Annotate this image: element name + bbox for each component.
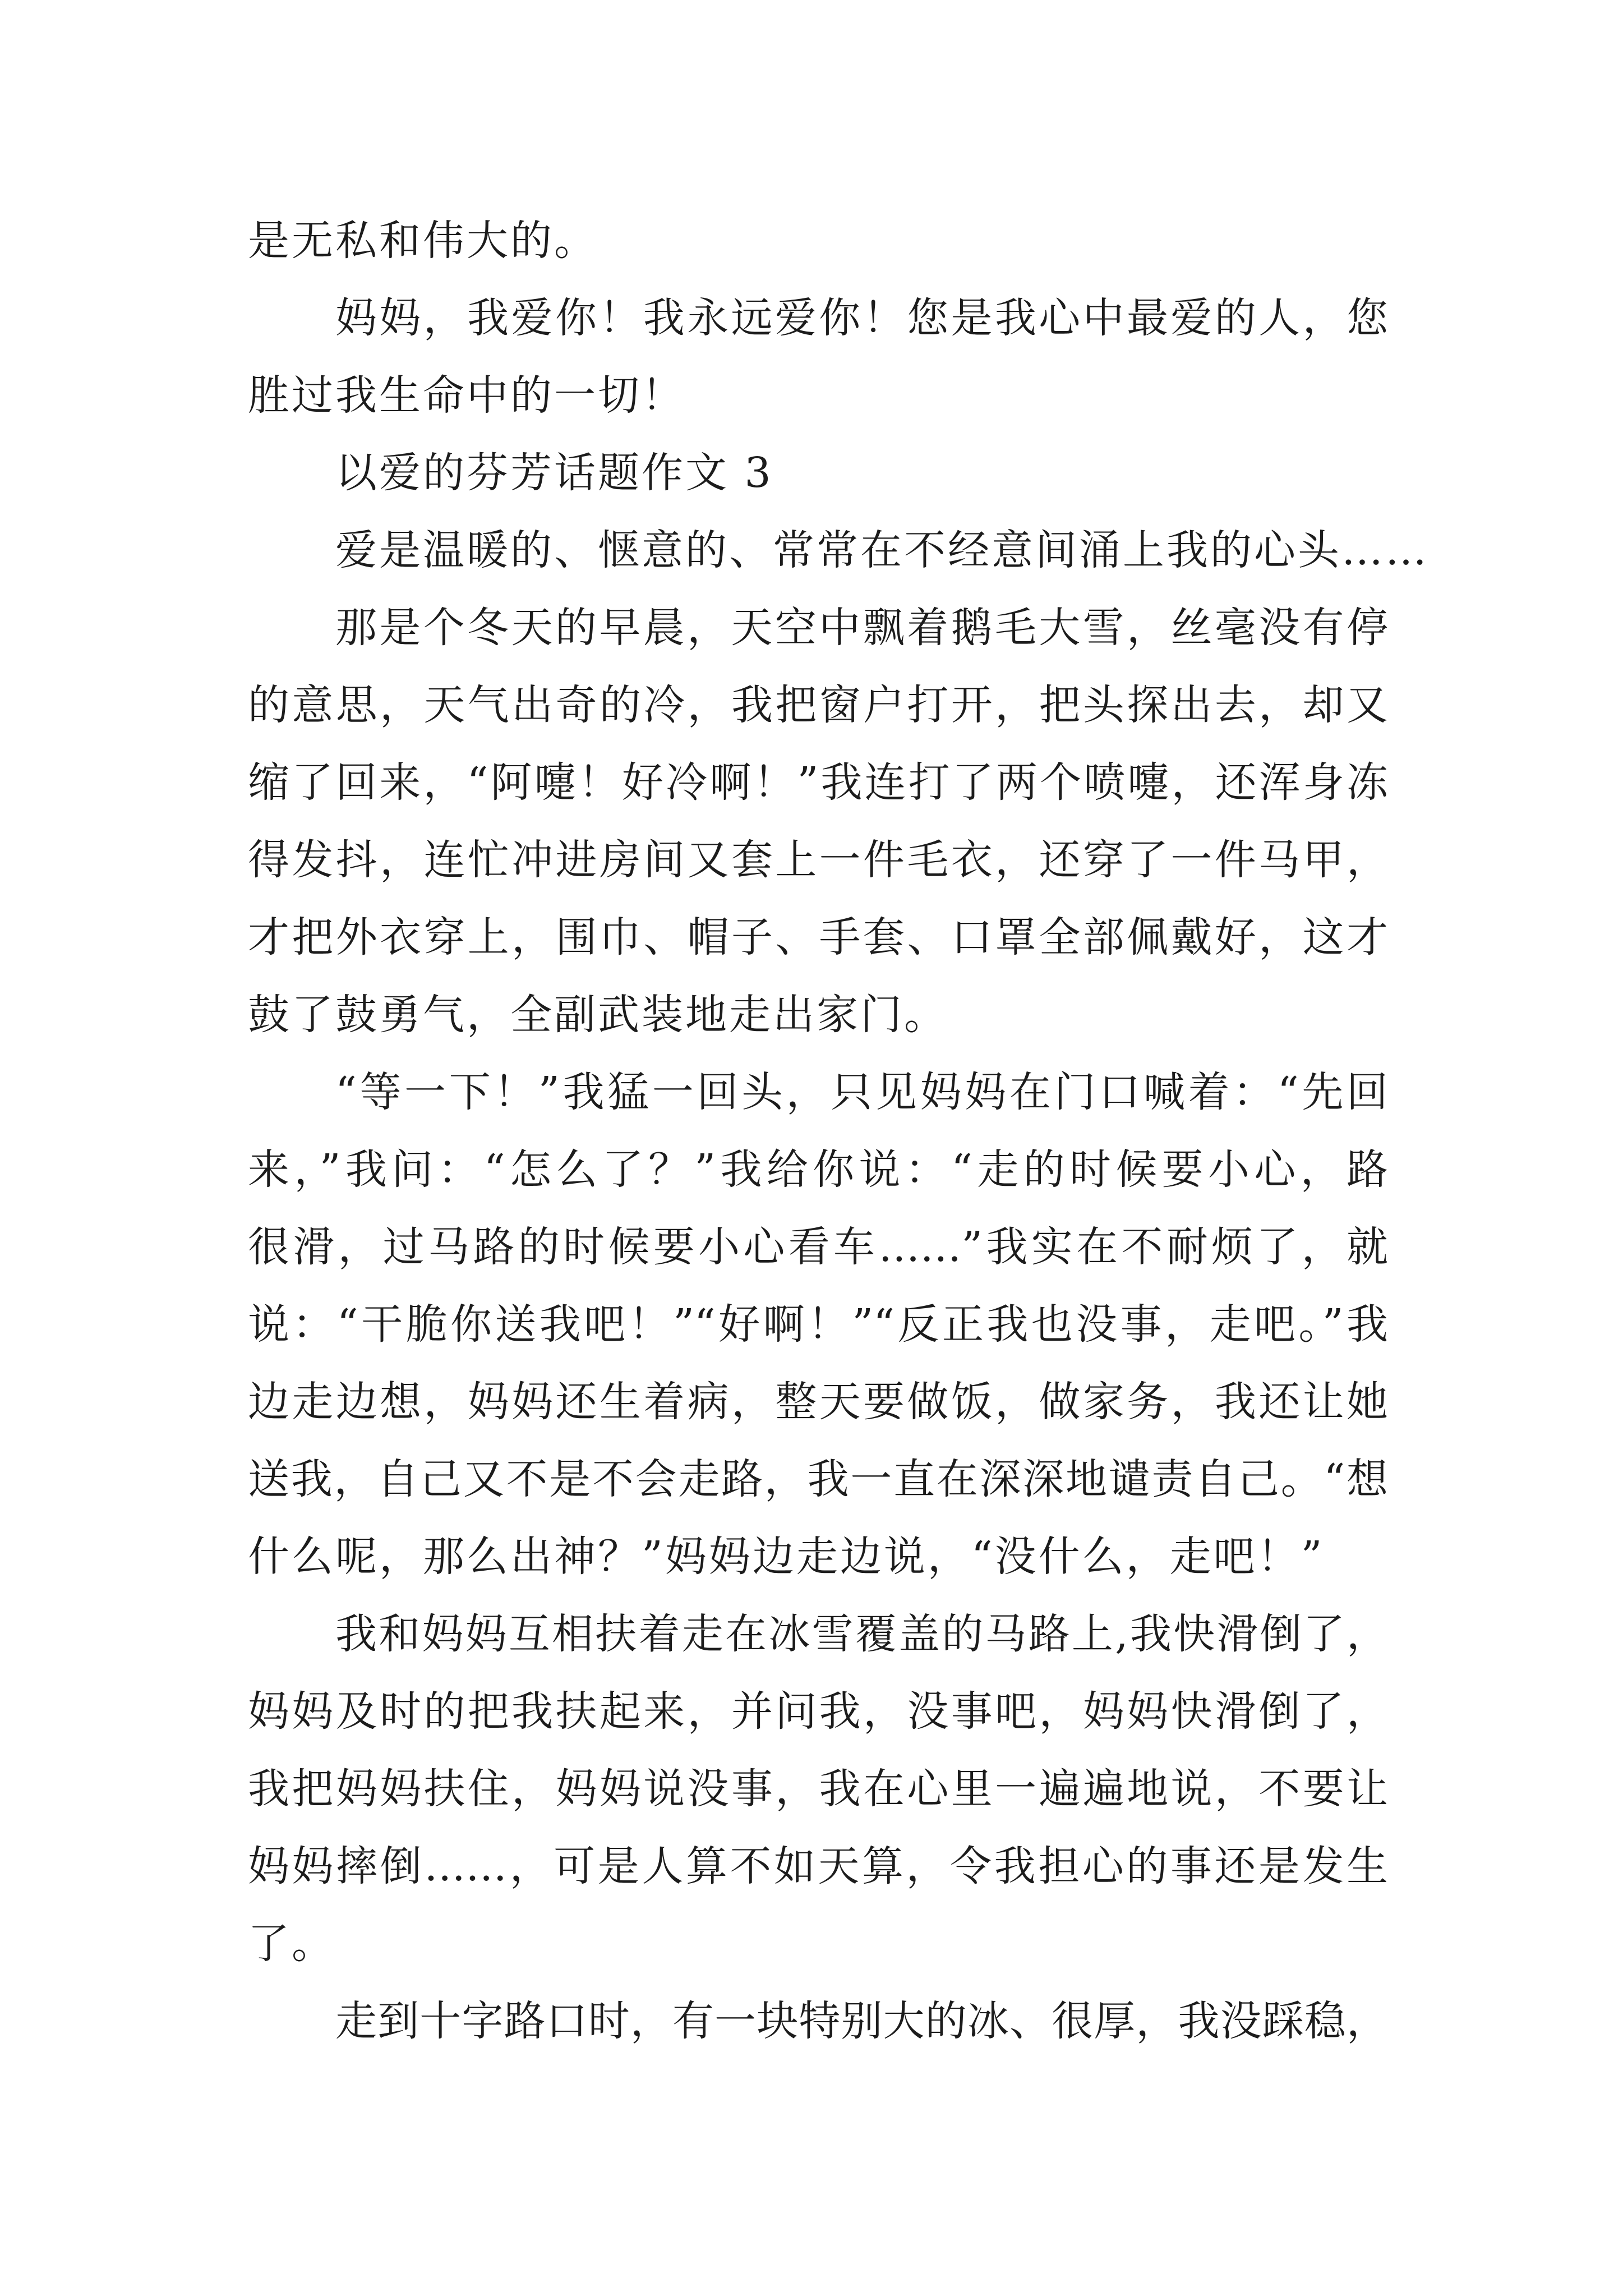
text-line: 边走边想，妈妈还生着病，整天要做饭，做家务，我还让她 — [248, 1378, 1388, 1426]
text-line: “等一下！”我猛一回头，只见妈妈在门口喊着：“先回 — [335, 1068, 1388, 1116]
paragraph — [248, 279, 1388, 434]
text-line: 我把妈妈扶住，妈妈说没事，我在心里一遍遍地说，不要让 — [248, 1765, 1388, 1813]
text-line: 得发抖，连忙冲进房间又套上一件毛衣，还穿了一件马甲， — [248, 836, 1388, 884]
text-line: 那是个冬天的早晨，天空中飘着鹅毛大雪，丝毫没有停 — [335, 604, 1388, 652]
text-line: 说：“干脆你送我吧！”“好啊！”“反正我也没事，走吧。”我 — [248, 1300, 1388, 1349]
paragraph — [248, 202, 1388, 279]
text-line: 了。 — [248, 1920, 335, 1968]
paragraph — [248, 512, 1429, 589]
document-body — [248, 202, 1429, 2060]
section-title — [248, 434, 1388, 512]
text-line: 爱是温暖的、惬意的、常常在不经意间涌上我的心头…… — [335, 526, 1429, 574]
text-line: 才把外衣穿上，围巾、帽子、手套、口罩全部佩戴好，这才 — [248, 913, 1388, 961]
paragraph — [248, 1053, 1388, 1595]
text-line: 来，”我问：“怎么了？”我给你说：“走的时候要小心，路 — [248, 1145, 1388, 1194]
text-line: 胜过我生命中的一切！ — [248, 371, 685, 420]
text-line: 是无私和伟大的。 — [248, 217, 598, 265]
text-line: 妈妈，我爱你！我永远爱你！您是我心中最爱的人，您 — [335, 294, 1388, 342]
paragraph — [248, 1982, 1388, 2060]
paragraph — [248, 1595, 1388, 1982]
text-line: 缩了回来，“阿嚏！好冷啊！”我连打了两个喷嚏，还浑身冻 — [248, 758, 1388, 807]
text-line: 的意思，天气出奇的冷，我把窗户打开，把头探出去，却又 — [248, 681, 1388, 729]
paragraph — [248, 589, 1388, 1053]
text-line: 鼓了鼓勇气，全副武装地走出家门。 — [248, 991, 948, 1039]
text-line: 什么呢，那么出神？”妈妈边走边说，“没什么，走吧！” — [248, 1533, 1325, 1581]
text-line: 妈妈及时的把我扶起来，并问我，没事吧，妈妈快滑倒了， — [248, 1687, 1388, 1736]
text-line: 我和妈妈互相扶着走在冰雪覆盖的马路上,我快滑倒了， — [335, 1610, 1388, 1658]
text-line: 走到十字路口时，有一块特别大的冰、很厚，我没踩稳， — [335, 1997, 1388, 2045]
section-title-text: 以爱的芬芳话题作文 3 — [335, 449, 773, 497]
text-line: 很滑，过马路的时候要小心看车……”我实在不耐烦了，就 — [248, 1223, 1388, 1271]
text-line: 送我，自己又不是不会走路，我一直在深深地谴责自己。“想 — [248, 1455, 1388, 1503]
text-line: 妈妈摔倒……，可是人算不如天算，令我担心的事还是发生 — [248, 1842, 1388, 1890]
